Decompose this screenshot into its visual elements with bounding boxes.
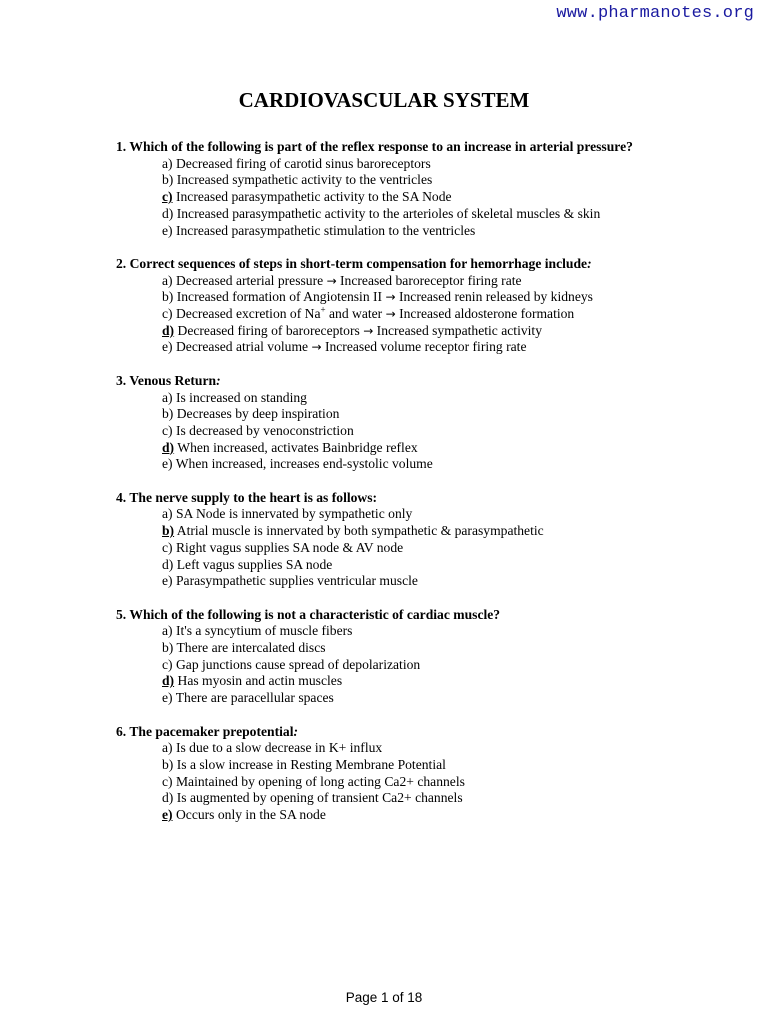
answer-option — [116, 206, 656, 223]
question-stem — [116, 256, 656, 273]
question-block — [116, 373, 656, 473]
option-text: Right vagus supplies SA node & AV node — [175, 539, 404, 555]
option-text: Increased baroreceptor firing rate — [340, 272, 522, 288]
question-stem — [116, 607, 656, 624]
option-letter: a) — [162, 623, 173, 639]
answer-option — [116, 289, 656, 306]
option-text: Left vagus supplies SA node — [176, 556, 333, 572]
option-letter: a) — [162, 740, 173, 756]
option-letter: b) — [162, 406, 174, 422]
option-text: Increased parasympathetic activity to the arterioles of skeletal muscles & skin — [176, 205, 601, 221]
option-letter: a) — [162, 155, 173, 171]
option-text: Is due to a slow decrease in K+ influx — [175, 740, 383, 756]
option-letter: b) — [162, 756, 174, 772]
option-text: Increased renin released by kidneys — [398, 289, 593, 305]
answer-option — [116, 807, 656, 824]
option-text: Decreased atrial volume — [175, 339, 309, 355]
option-letter: e) — [162, 222, 173, 238]
page-title: CARDIOVASCULAR SYSTEM — [238, 88, 530, 112]
option-text: There are paracellular spaces — [175, 690, 334, 706]
answer-option — [116, 506, 656, 523]
option-letter: a) — [162, 506, 173, 522]
question-stem-text: 6. The pacemaker prepotential — [116, 723, 294, 739]
option-text: Is augmented by opening of transient Ca2+ channels — [176, 790, 463, 806]
answer-option — [116, 423, 656, 440]
question-stem — [116, 139, 656, 156]
option-text: Occurs only in the SA node — [175, 807, 326, 823]
answer-option — [116, 540, 656, 557]
answer-option — [116, 440, 656, 457]
superscript-charge: + — [320, 304, 326, 315]
answer-option — [116, 306, 656, 323]
answer-option — [116, 740, 656, 757]
question-stem-colon: : — [293, 723, 298, 739]
option-letter: e) — [162, 456, 173, 472]
option-text: Increased sympathetic activity — [376, 322, 542, 338]
question-block — [116, 724, 656, 824]
answer-option — [116, 390, 656, 407]
page-number: Page 1 of 18 — [345, 990, 423, 1005]
option-text: Gap junctions cause spread of depolarization — [175, 656, 421, 672]
answer-option — [116, 640, 656, 657]
correct-answer-letter: d) — [162, 673, 175, 689]
question-block — [116, 256, 656, 356]
option-text: Has myosin and actin muscles — [177, 673, 343, 689]
question-stem-text: 1. Which of the following is part of the reflex response to an increase in arterial pressure? — [116, 139, 633, 154]
option-letter: c) — [162, 422, 173, 438]
question-stem — [116, 490, 656, 507]
option-text: Is decreased by venoconstriction — [175, 422, 354, 438]
question-block — [116, 607, 656, 707]
option-text: Is increased on standing — [175, 389, 307, 405]
answer-option — [116, 172, 656, 189]
arrow-icon: → — [385, 307, 396, 322]
option-text: Increased parasympathetic stimulation to the ventricles — [175, 222, 476, 238]
question-stem — [116, 724, 656, 741]
answer-option — [116, 690, 656, 707]
question-stem — [116, 373, 656, 390]
option-text: Decreases by deep inspiration — [176, 406, 340, 422]
question-block — [116, 139, 656, 239]
option-text: When increased, activates Bainbridge reflex — [177, 439, 418, 455]
answer-option — [116, 790, 656, 807]
correct-answer-letter: d) — [162, 322, 175, 338]
question-stem-colon: : — [216, 372, 221, 388]
correct-answer-letter: e) — [162, 807, 173, 823]
option-text: Increased aldosterone formation — [399, 306, 575, 322]
option-text: Decreased firing of carotid sinus baroreceptors — [175, 155, 431, 171]
arrow-icon: → — [311, 340, 322, 355]
option-text: Increased parasympathetic activity to the SA Node — [175, 189, 452, 205]
option-letter: a) — [162, 272, 173, 288]
option-letter: c) — [162, 656, 173, 672]
correct-answer-letter: b) — [162, 523, 175, 539]
option-text: Decreased arterial pressure — [175, 272, 324, 288]
option-text: SA Node is innervated by sympathetic only — [175, 506, 413, 522]
answer-option — [116, 657, 656, 674]
option-text: Atrial muscle is innervated by both sympathetic & parasympathetic — [176, 523, 544, 539]
option-letter: e) — [162, 339, 173, 355]
option-text: Is a slow increase in Resting Membrane Potential — [176, 756, 446, 772]
option-text: It's a syncytium of muscle fibers — [175, 623, 353, 639]
option-text: Parasympathetic supplies ventricular muscle — [175, 573, 418, 589]
option-letter: d) — [162, 205, 174, 221]
site-watermark: www.pharmanotes.org — [556, 4, 754, 23]
arrow-icon: → — [363, 323, 374, 338]
option-letter: c) — [162, 773, 173, 789]
answer-option — [116, 273, 656, 290]
question-stem-text: 2. Correct sequences of steps in short-term compensation for hemorrhage include — [116, 255, 588, 271]
option-letter: b) — [162, 640, 174, 656]
answer-option — [116, 156, 656, 173]
question-stem-text: 5. Which of the following is not a characteristic of cardiac muscle? — [116, 606, 501, 622]
question-stem-text: 3. Venous Return — [116, 372, 217, 388]
option-letter: e) — [162, 573, 173, 589]
question-stem-colon: : — [587, 255, 592, 271]
option-text: Increased sympathetic activity to the ventricles — [176, 172, 433, 188]
option-text: Increased volume receptor firing rate — [324, 339, 527, 355]
option-letter: c) — [162, 306, 173, 322]
option-text: Increased formation of Angiotensin II — [176, 289, 383, 305]
answer-option — [116, 339, 656, 356]
option-letter: a) — [162, 389, 173, 405]
answer-option — [116, 673, 656, 690]
answer-option — [116, 323, 656, 340]
correct-answer-letter: c) — [162, 189, 173, 205]
answer-option — [116, 189, 656, 206]
answer-option — [116, 757, 656, 774]
option-text: and water — [325, 306, 383, 322]
question-stem-text: 4. The nerve supply to the heart is as follows: — [116, 489, 378, 505]
option-letter: b) — [162, 289, 174, 305]
option-letter: c) — [162, 539, 173, 555]
answer-option — [116, 623, 656, 640]
option-text: When increased, increases end-systolic volume — [175, 456, 433, 472]
question-list — [116, 139, 656, 840]
answer-option — [116, 573, 656, 590]
option-text: There are intercalated discs — [176, 640, 326, 656]
answer-option — [116, 557, 656, 574]
arrow-icon: → — [326, 273, 337, 288]
option-text: Decreased firing of baroreceptors — [177, 322, 360, 338]
option-text: Decreased excretion of Na — [175, 306, 321, 322]
answer-option — [116, 456, 656, 473]
option-letter: e) — [162, 690, 173, 706]
arrow-icon: → — [385, 290, 396, 305]
option-letter: b) — [162, 172, 174, 188]
correct-answer-letter: d) — [162, 439, 175, 455]
answer-option — [116, 406, 656, 423]
answer-option — [116, 774, 656, 791]
option-text: Maintained by opening of long acting Ca2+ channels — [175, 773, 465, 789]
answer-option — [116, 523, 656, 540]
option-letter: d) — [162, 790, 174, 806]
answer-option — [116, 223, 656, 240]
option-letter: d) — [162, 556, 174, 572]
question-block — [116, 490, 656, 590]
